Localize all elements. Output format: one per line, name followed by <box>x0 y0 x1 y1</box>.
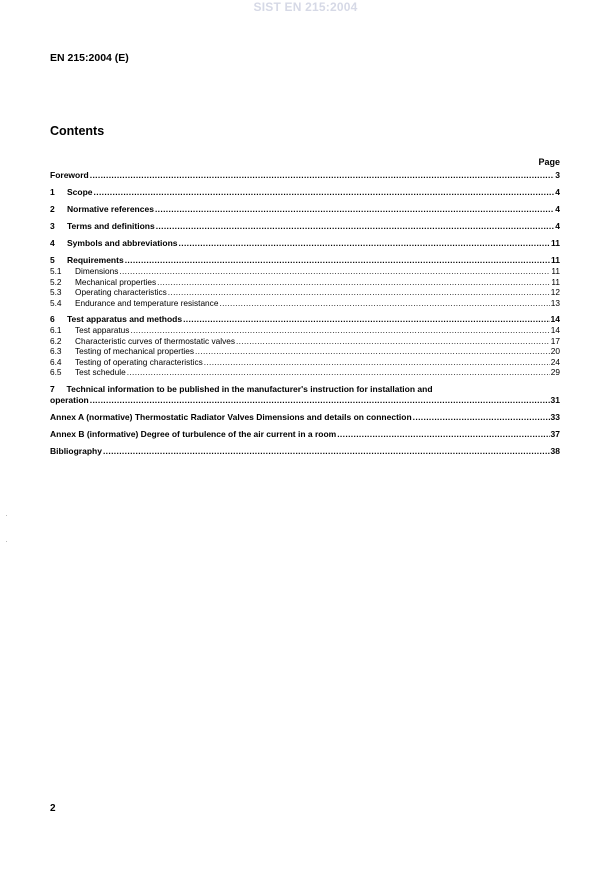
dot-leader <box>127 367 550 378</box>
toc-entry[interactable] <box>50 336 560 347</box>
toc-entry-title: Characteristic curves of thermostatic valves <box>75 335 235 346</box>
dot-leader <box>155 204 554 215</box>
dot-leader <box>195 346 550 357</box>
dot-leader <box>219 298 549 309</box>
toc-entry[interactable] <box>50 346 560 357</box>
toc-entry[interactable] <box>50 238 560 249</box>
toc-entry-number: 5.4 <box>50 297 62 308</box>
toc-entry-page: 14 <box>550 325 560 335</box>
dot-leader <box>90 170 555 181</box>
toc-entry-title: Test apparatus and methods <box>67 314 183 324</box>
toc-entry-title: Testing of mechanical properties <box>75 346 194 356</box>
toc-entry-page: 37 <box>550 428 560 439</box>
toc-annex-entries <box>50 412 560 457</box>
toc-annex-entry[interactable] <box>50 446 560 457</box>
toc-entry-title: Foreword <box>50 170 89 180</box>
toc-entry-page: 33 <box>550 411 560 422</box>
toc-entry[interactable] <box>50 204 560 215</box>
toc-entry-7-line2[interactable] <box>50 395 560 406</box>
toc-entry[interactable] <box>50 277 560 288</box>
dot-leader <box>179 238 550 249</box>
toc-entry-title: Test apparatus <box>75 325 130 335</box>
toc-entry-page: 14 <box>550 314 560 324</box>
toc-entry-title: operation <box>50 394 89 405</box>
toc-entry-title: Terms and definitions <box>67 221 155 231</box>
toc-entry-page: 12 <box>550 287 560 297</box>
toc-entry-title: Test schedule <box>75 367 126 377</box>
toc-entry-7-line1[interactable] <box>50 384 560 395</box>
toc-entry-page: 17 <box>550 335 560 346</box>
table-of-contents <box>50 170 560 457</box>
toc-entry-title: Testing of operating characteristics <box>75 356 203 367</box>
scan-mark <box>6 515 7 516</box>
toc-entry-number: 5 <box>50 255 55 265</box>
page-column-label: Page <box>538 157 560 167</box>
toc-entry-title: Normative references <box>67 204 154 214</box>
toc-entry-page: 11 <box>551 238 560 248</box>
toc-entry-title: Dimensions <box>75 266 119 276</box>
toc-entry-title: Annex A (normative) Thermostatic Radiator Valves Dimensions and details on connection <box>50 411 412 422</box>
toc-entry[interactable] <box>50 314 560 325</box>
toc-entry-page: 4 <box>555 204 560 214</box>
toc-entry-number: 4 <box>50 238 55 248</box>
toc-entry[interactable] <box>50 287 560 298</box>
toc-entry[interactable] <box>50 266 560 277</box>
toc-entry-title: Requirements <box>67 255 124 265</box>
toc-entry[interactable] <box>50 325 560 336</box>
dot-leader <box>90 395 550 406</box>
dot-leader <box>413 412 550 423</box>
dot-leader <box>168 287 550 298</box>
toc-entry-number: 6.5 <box>50 367 62 377</box>
toc-entry-number: 3 <box>50 221 55 231</box>
toc-annex-entry[interactable] <box>50 412 560 423</box>
toc-entry-title: Endurance and temperature resistance <box>75 297 219 308</box>
toc-entry-page: 31 <box>550 394 560 405</box>
toc-entry-page: 4 <box>555 221 560 231</box>
dot-leader <box>94 187 555 198</box>
toc-entry[interactable] <box>50 221 560 232</box>
toc-entry-title: Mechanical properties <box>75 276 157 287</box>
toc-entry-page: 38 <box>550 445 560 456</box>
dot-leader <box>125 255 550 266</box>
toc-entry-page: 3 <box>555 170 560 180</box>
toc-entry-page: 13 <box>550 297 560 308</box>
dot-leader <box>337 429 549 440</box>
toc-entry-number: 6 <box>50 314 55 324</box>
toc-entry-page: 11 <box>551 266 560 276</box>
toc-entry[interactable] <box>50 357 560 368</box>
page-number: 2 <box>50 803 56 814</box>
dot-leader <box>236 336 550 347</box>
dot-leader <box>157 277 550 288</box>
toc-entry-page: 11 <box>551 255 560 265</box>
dot-leader <box>130 325 549 336</box>
toc-main-entries <box>50 170 560 378</box>
toc-entry-number: 6.4 <box>50 356 62 367</box>
toc-entry-number: 2 <box>50 204 55 214</box>
toc-entry-number: 6.1 <box>50 325 62 335</box>
toc-entry-page: 29 <box>550 367 560 377</box>
toc-entry-title: Scope <box>67 187 93 197</box>
scan-mark <box>6 541 7 542</box>
toc-entry[interactable] <box>50 255 560 266</box>
toc-entry[interactable] <box>50 170 560 181</box>
toc-entry-number: 6.2 <box>50 335 62 346</box>
toc-annex-entry[interactable] <box>50 429 560 440</box>
toc-entry-number: 6.3 <box>50 346 62 356</box>
dot-leader <box>103 446 550 457</box>
toc-entry-page: 20 <box>550 346 560 356</box>
toc-entry-number: 5.2 <box>50 276 62 287</box>
document-id: EN 215:2004 (E) <box>50 52 129 64</box>
toc-entry-number: 5.3 <box>50 287 62 297</box>
contents-title: Contents <box>50 124 105 138</box>
toc-entry-page: 11 <box>551 276 560 287</box>
toc-entry-title: Annex B (informative) Degree of turbulence of the air current in a room <box>50 428 337 439</box>
toc-entry-title: Operating characteristics <box>75 287 167 297</box>
toc-entry-number: 5.1 <box>50 266 62 276</box>
dot-leader <box>183 314 549 325</box>
toc-entry-title: Symbols and abbreviations <box>67 238 178 248</box>
toc-entry-number: 1 <box>50 187 55 197</box>
dot-leader <box>119 266 550 277</box>
toc-entry[interactable] <box>50 187 560 198</box>
watermark: SIST EN 215:2004 <box>253 0 358 14</box>
toc-entry-page: 4 <box>555 187 560 197</box>
dot-leader <box>204 357 550 368</box>
dot-leader <box>156 221 555 232</box>
toc-entry[interactable] <box>50 367 560 378</box>
toc-entry-title: 7 Technical information to be published in the manufacturer's instruction for installation and <box>50 383 433 394</box>
toc-entry-page: 24 <box>550 356 560 367</box>
toc-entry[interactable] <box>50 298 560 309</box>
toc-entry-title: Bibliography <box>50 445 102 456</box>
